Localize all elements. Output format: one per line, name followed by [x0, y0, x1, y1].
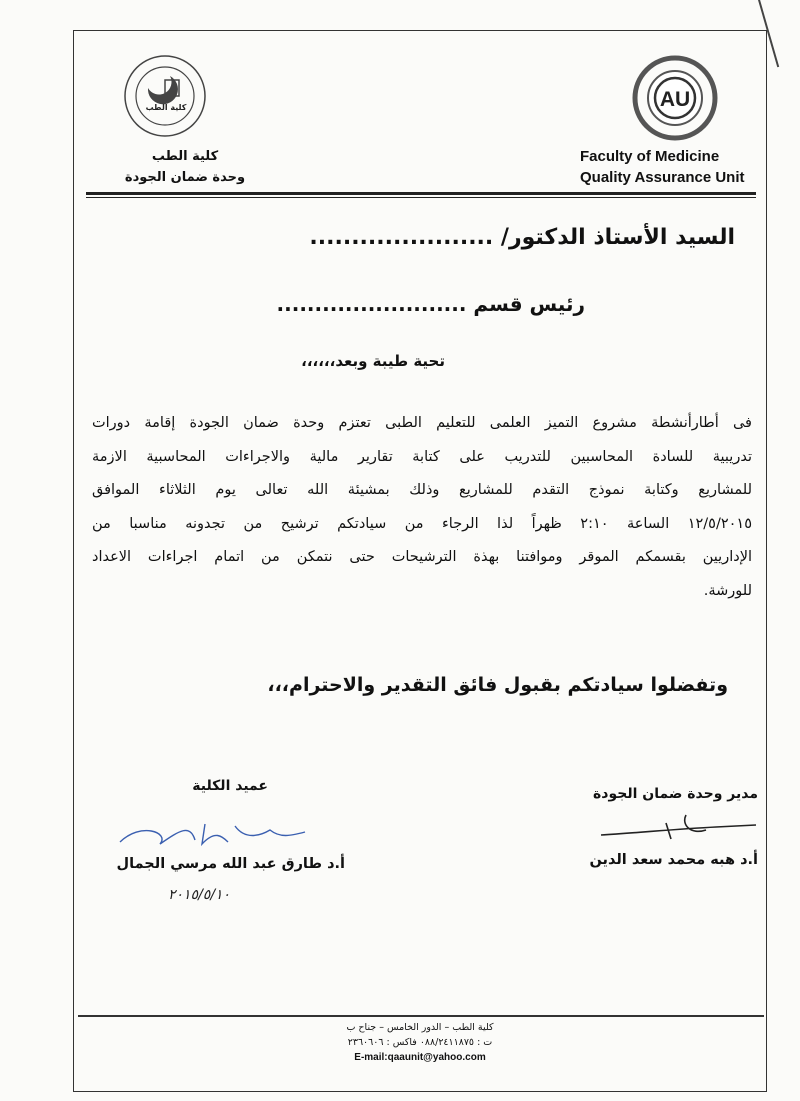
addressee-line: السيد الأستاذ الدكتور/ ......................	[309, 225, 735, 250]
english-title-line2: Quality Assurance Unit	[580, 169, 745, 186]
footer-phone-fax: ت : ٠٨٨/٢٤١١٨٧٥ فاكس : ٢٣٦٠٦٠٦	[347, 1037, 493, 1048]
header-rule-top	[86, 192, 756, 195]
department-line: رئيس قسم .........................	[276, 292, 585, 316]
director-signature	[596, 805, 766, 845]
letter-body	[92, 407, 752, 608]
dean-title: عميد الكلية	[192, 778, 268, 794]
logo-au-text: AU	[659, 88, 691, 111]
body-line-3: للمشاريع وكتابة نموذج التقدم للمشاريع وذلك بمشيئة الله تعالى يوم الثلاثاء الموافق	[92, 482, 752, 498]
dean-name: أ.د طارق عبد الله مرسي الجمال	[116, 856, 345, 872]
body-line-1: فى أطارأنشطة مشروع التميز العلمى للتعليم الطبى تعتزم وحدة ضمان الجودة إقامة دورات	[92, 415, 752, 431]
logo-arabic-label: كلية الطب	[145, 103, 187, 112]
body-line-2: تدريبية للسادة المحاسبين للتدريب على كتابة تقارير مالية والاجراءات المحاسبية الازمة	[92, 448, 752, 465]
arabic-header	[120, 146, 250, 188]
dean-signature	[110, 812, 320, 852]
body-line-4: ١٢/٥/٢٠١٥ الساعة ٢:١٠ ظهراً لذا الرجاء من سيادتكم ترشيح من تجدونه مناسبا من	[92, 515, 752, 532]
arabic-title-line2: وحدة ضمان الجودة	[124, 170, 246, 185]
greeting: تحية طيبة وبعد،،،،،،	[301, 352, 445, 370]
assiut-university-logo	[625, 52, 725, 148]
header-rule-bottom	[86, 197, 756, 198]
body-line-6: للورشة.	[703, 582, 752, 599]
arabic-title-line1: كلية الطب	[151, 149, 219, 164]
english-title-line1: Faculty of Medicine	[580, 148, 720, 165]
body-line-5: الإداريين بقسمكم الموقر وموافتنا بهذة الترشيحات حتى نتمكن من اتمام اجراءات الاعداد	[92, 549, 752, 565]
closing-line: وتفضلوا سيادتكم بقبول فائق التقدير والاحترام،،،	[267, 674, 728, 696]
handwritten-date: ٢٠١٥/٥/١٠	[168, 887, 231, 903]
footer-address: كلية الطب – الدور الخامس – جناح ب	[346, 1022, 494, 1033]
footer	[300, 1020, 540, 1065]
footer-email: E-mail:qaaunit@yahoo.com	[354, 1052, 486, 1063]
quality-unit-director-title: مدير وحدة ضمان الجودة	[593, 786, 758, 802]
quality-unit-director-name: أ.د هبه محمد سعد الدين	[589, 852, 758, 868]
footer-rule	[78, 1015, 764, 1017]
english-header	[580, 146, 750, 188]
faculty-of-medicine-logo	[118, 52, 213, 144]
